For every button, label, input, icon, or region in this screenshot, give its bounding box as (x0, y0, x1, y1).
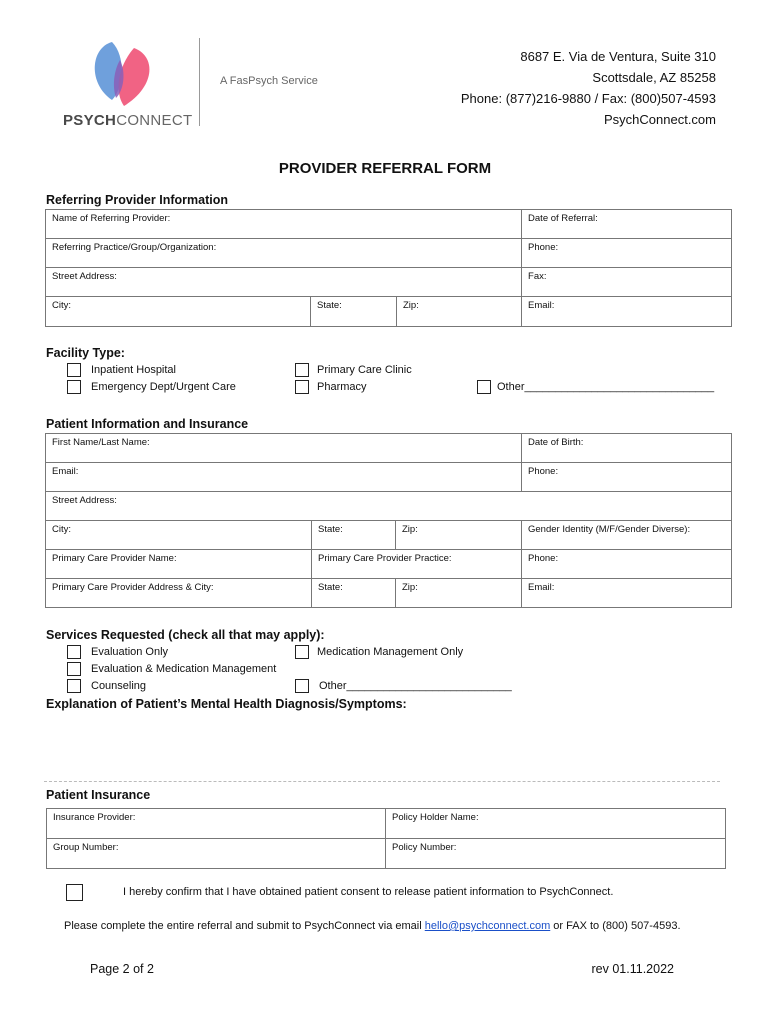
referring-table (45, 209, 732, 327)
service-evaluation-label: Evaluation Only (91, 646, 169, 658)
revision-date: rev 01.11.2022 (591, 962, 674, 976)
service-eval-med-checkbox[interactable] (67, 662, 81, 676)
facility-inpatient-label: Inpatient Hospital (91, 364, 176, 376)
ref-state-field[interactable]: State: (311, 297, 397, 327)
policy-holder-field[interactable]: Policy Holder Name: (386, 809, 726, 839)
ref-name-field[interactable]: Name of Referring Provider: (46, 210, 522, 239)
form-title: PROVIDER REFERRAL FORM (278, 160, 492, 177)
ref-fax-field[interactable]: Fax: (522, 268, 732, 297)
facility-other-label[interactable]: Other_______________________________ (497, 381, 715, 393)
service-other-label[interactable]: Other___________________________ (319, 680, 512, 692)
pcp-phone-field[interactable]: Phone: (522, 550, 732, 579)
ref-practice-field[interactable]: Referring Practice/Group/Organization: (46, 239, 522, 268)
explanation-divider (44, 781, 720, 782)
explanation-heading: Explanation of Patient’s Mental Health Diagnosis/Symptoms: (46, 697, 407, 711)
ref-phone-field[interactable]: Phone: (522, 239, 732, 268)
facility-primary-care-label: Primary Care Clinic (317, 364, 412, 376)
pcp-zip-field[interactable]: Zip: (396, 579, 522, 608)
service-med-only-checkbox[interactable] (295, 645, 309, 659)
insurance-provider-field[interactable]: Insurance Provider: (47, 809, 386, 839)
facility-inpatient-checkbox[interactable] (67, 363, 81, 377)
ref-email-field[interactable]: Email: (522, 297, 732, 327)
ref-zip-field[interactable]: Zip: (397, 297, 522, 327)
facility-emergency-checkbox[interactable] (67, 380, 81, 394)
address-block: 8687 E. Via de Ventura, Suite 310 Scottsdale, AZ 85258 Phone: (877)216-9880 / Fax: (800)507-4593 PsychConnect.com (460, 49, 716, 127)
ref-city-field[interactable]: City: (46, 297, 311, 327)
insurance-heading: Patient Insurance (46, 788, 151, 802)
facility-primary-care-checkbox[interactable] (295, 363, 309, 377)
email-link[interactable]: hello@psychconnect.com (424, 920, 551, 932)
service-evaluation-checkbox[interactable] (67, 645, 81, 659)
consent-text: I hereby confirm that I have obtained patient consent to release patient information to PsychConnect. (123, 886, 614, 898)
ref-date-field[interactable]: Date of Referral: (522, 210, 732, 239)
services-heading: Services Requested (check all that may apply): (46, 628, 325, 642)
ref-street-field[interactable]: Street Address: (46, 268, 522, 297)
service-counseling-label: Counseling (91, 680, 147, 692)
facility-pharmacy-label: Pharmacy (317, 381, 367, 393)
pcp-address-field[interactable]: Primary Care Provider Address & City: (46, 579, 312, 608)
patient-phone-field[interactable]: Phone: (522, 463, 732, 492)
patient-dob-field[interactable]: Date of Birth: (522, 434, 732, 463)
group-number-field[interactable]: Group Number: (47, 839, 386, 869)
patient-table (45, 433, 732, 608)
explanation-area[interactable] (46, 716, 720, 778)
header-divider (199, 38, 200, 126)
patient-state-field[interactable]: State: (312, 521, 396, 550)
patient-name-field[interactable]: First Name/Last Name: (46, 434, 522, 463)
facility-heading: Facility Type: (46, 346, 125, 360)
service-med-only-label: Medication Management Only (317, 646, 464, 658)
insurance-table (46, 808, 726, 869)
patient-heading: Patient Information and Insurance (46, 417, 249, 431)
consent-checkbox[interactable] (66, 884, 83, 901)
page-number: Page 2 of 2 (90, 962, 154, 976)
service-other-checkbox[interactable] (295, 679, 309, 693)
pcp-state-field[interactable]: State: (312, 579, 396, 608)
patient-gender-field[interactable]: Gender Identity (M/F/Gender Diverse): (522, 521, 732, 550)
submit-instructions: Please complete the entire referral and submit to PsychConnect via email hello@psychconnect.com or FAX to (800) 507-4593. (64, 920, 681, 932)
patient-zip-field[interactable]: Zip: (396, 521, 522, 550)
patient-street-field[interactable]: Street Address: (46, 492, 732, 521)
service-counseling-checkbox[interactable] (67, 679, 81, 693)
patient-email-field[interactable]: Email: (46, 463, 522, 492)
facility-emergency-label: Emergency Dept/Urgent Care (91, 381, 236, 393)
pcp-name-field[interactable]: Primary Care Provider Name: (46, 550, 312, 579)
brand-name: PSYCHCONNECT (63, 112, 193, 129)
policy-number-field[interactable]: Policy Number: (386, 839, 726, 869)
referring-heading: Referring Provider Information (46, 193, 228, 207)
facility-other-checkbox[interactable] (477, 380, 491, 394)
facility-pharmacy-checkbox[interactable] (295, 380, 309, 394)
service-eval-med-label: Evaluation & Medication Management (91, 663, 277, 675)
tagline: A FasPsych Service (220, 75, 318, 87)
pcp-email-field[interactable]: Email: (522, 579, 732, 608)
pcp-practice-field[interactable]: Primary Care Provider Practice: (312, 550, 522, 579)
patient-city-field[interactable]: City: (46, 521, 312, 550)
